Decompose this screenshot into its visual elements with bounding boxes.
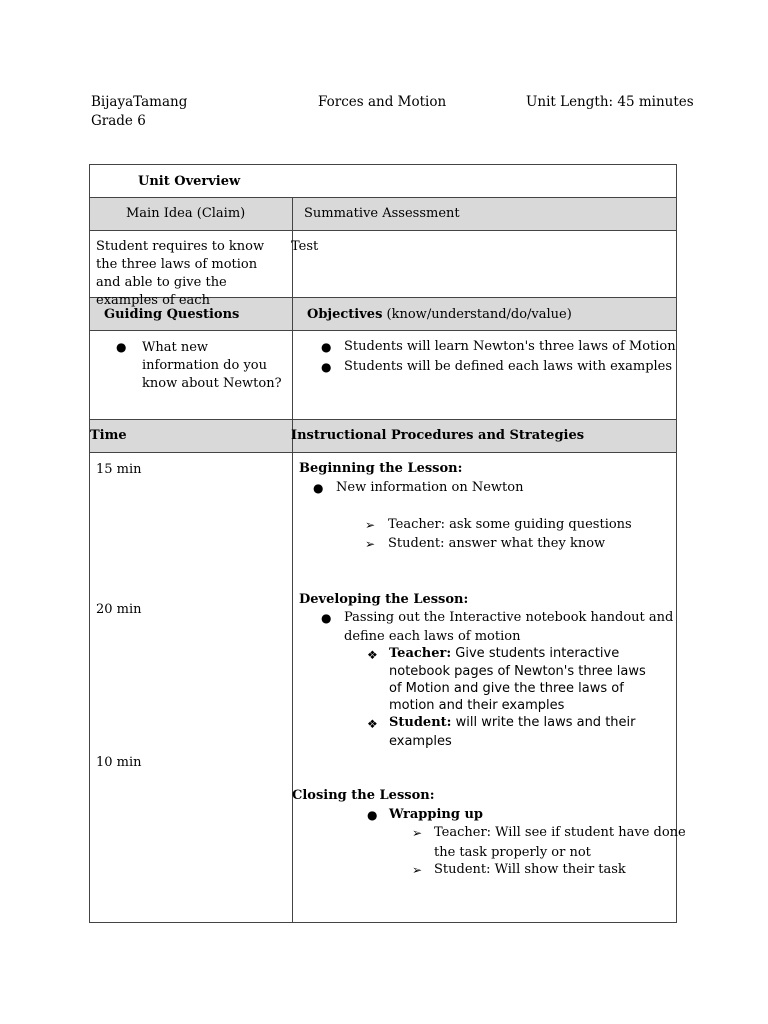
main-idea-label: Main Idea (Claim) bbox=[126, 206, 246, 221]
developing-student-line: examples bbox=[389, 734, 452, 749]
closing-bullet: Wrapping up bbox=[389, 807, 484, 822]
guiding-questions-label: Guiding Questions bbox=[104, 307, 240, 322]
developing-teacher-line: motion and their examples bbox=[389, 698, 565, 713]
guiding-question: What new information do you know about Newton? bbox=[142, 340, 282, 391]
grade-level: Grade 6 bbox=[91, 113, 146, 129]
objective-item: Students will learn Newton's three laws of Motion bbox=[344, 339, 676, 354]
time-beginning: 15 min bbox=[96, 462, 142, 477]
bullet-icon: ● bbox=[313, 481, 324, 495]
time-label: Time bbox=[90, 428, 127, 443]
time-closing: 10 min bbox=[96, 755, 142, 770]
time-developing: 20 min bbox=[96, 602, 142, 617]
closing-teacher-line2: the task properly or not bbox=[434, 845, 591, 860]
closing-student-line: Student: Will show their task bbox=[434, 862, 626, 877]
row-divider bbox=[90, 197, 676, 198]
summative-assessment-text: Test bbox=[291, 239, 319, 254]
bullet-icon: ● bbox=[116, 340, 127, 354]
beginning-teacher: Teacher: ask some guiding questions bbox=[388, 517, 632, 532]
diamond-bullet-icon: ❖ bbox=[367, 648, 378, 662]
developing-title: Developing the Lesson: bbox=[299, 592, 469, 607]
author-name: BijayaTamang bbox=[91, 94, 188, 110]
bullet-icon: ● bbox=[321, 340, 332, 354]
beginning-title: Beginning the Lesson: bbox=[299, 461, 463, 476]
lesson-plan-table bbox=[89, 164, 686, 923]
developing-bullet-line2: define each laws of motion bbox=[344, 629, 521, 644]
arrow-bullet-icon: ➢ bbox=[365, 537, 376, 551]
bullet-icon: ● bbox=[321, 611, 332, 625]
arrow-bullet-icon: ➢ bbox=[412, 863, 423, 877]
row-divider bbox=[90, 452, 676, 453]
arrow-bullet-icon: ➢ bbox=[412, 826, 423, 840]
closing-teacher-line1: Teacher: Will see if student have done bbox=[434, 825, 686, 840]
unit-overview-title: Unit Overview bbox=[138, 174, 241, 189]
unit-topic: Forces and Motion bbox=[318, 94, 447, 110]
bullet-icon: ● bbox=[321, 360, 332, 374]
diamond-bullet-icon: ❖ bbox=[367, 717, 378, 731]
row-divider bbox=[90, 230, 676, 231]
bullet-icon: ● bbox=[367, 808, 378, 822]
arrow-bullet-icon: ➢ bbox=[365, 518, 376, 532]
column-divider bbox=[292, 197, 293, 923]
beginning-student: Student: answer what they know bbox=[388, 536, 606, 551]
developing-student-line: Student: will write the laws and their bbox=[389, 715, 636, 730]
objective-item: Students will be defined each laws with examples bbox=[344, 359, 673, 374]
developing-teacher-line: Teacher: Give students interactive bbox=[389, 646, 620, 661]
procedures-label: Instructional Procedures and Strategies bbox=[291, 428, 585, 443]
developing-teacher-line: of Motion and give the three laws of bbox=[389, 681, 624, 696]
beginning-bullet: New information on Newton bbox=[336, 480, 524, 495]
summative-assessment-label: Summative Assessment bbox=[304, 206, 460, 221]
developing-teacher-line: notebook pages of Newton's three laws bbox=[389, 664, 646, 679]
developing-bullet-line1: Passing out the Interactive notebook handout and bbox=[344, 610, 674, 625]
row-divider bbox=[90, 330, 676, 331]
closing-title: Closing the Lesson: bbox=[292, 788, 435, 803]
main-idea-text: Student requires to know the three laws of motion and able to give the examples of each bbox=[96, 239, 265, 308]
row-divider bbox=[90, 419, 676, 420]
objectives-label: Objectives (know/understand/do/value) bbox=[307, 307, 572, 322]
unit-length: Unit Length: 45 minutes bbox=[526, 94, 694, 110]
